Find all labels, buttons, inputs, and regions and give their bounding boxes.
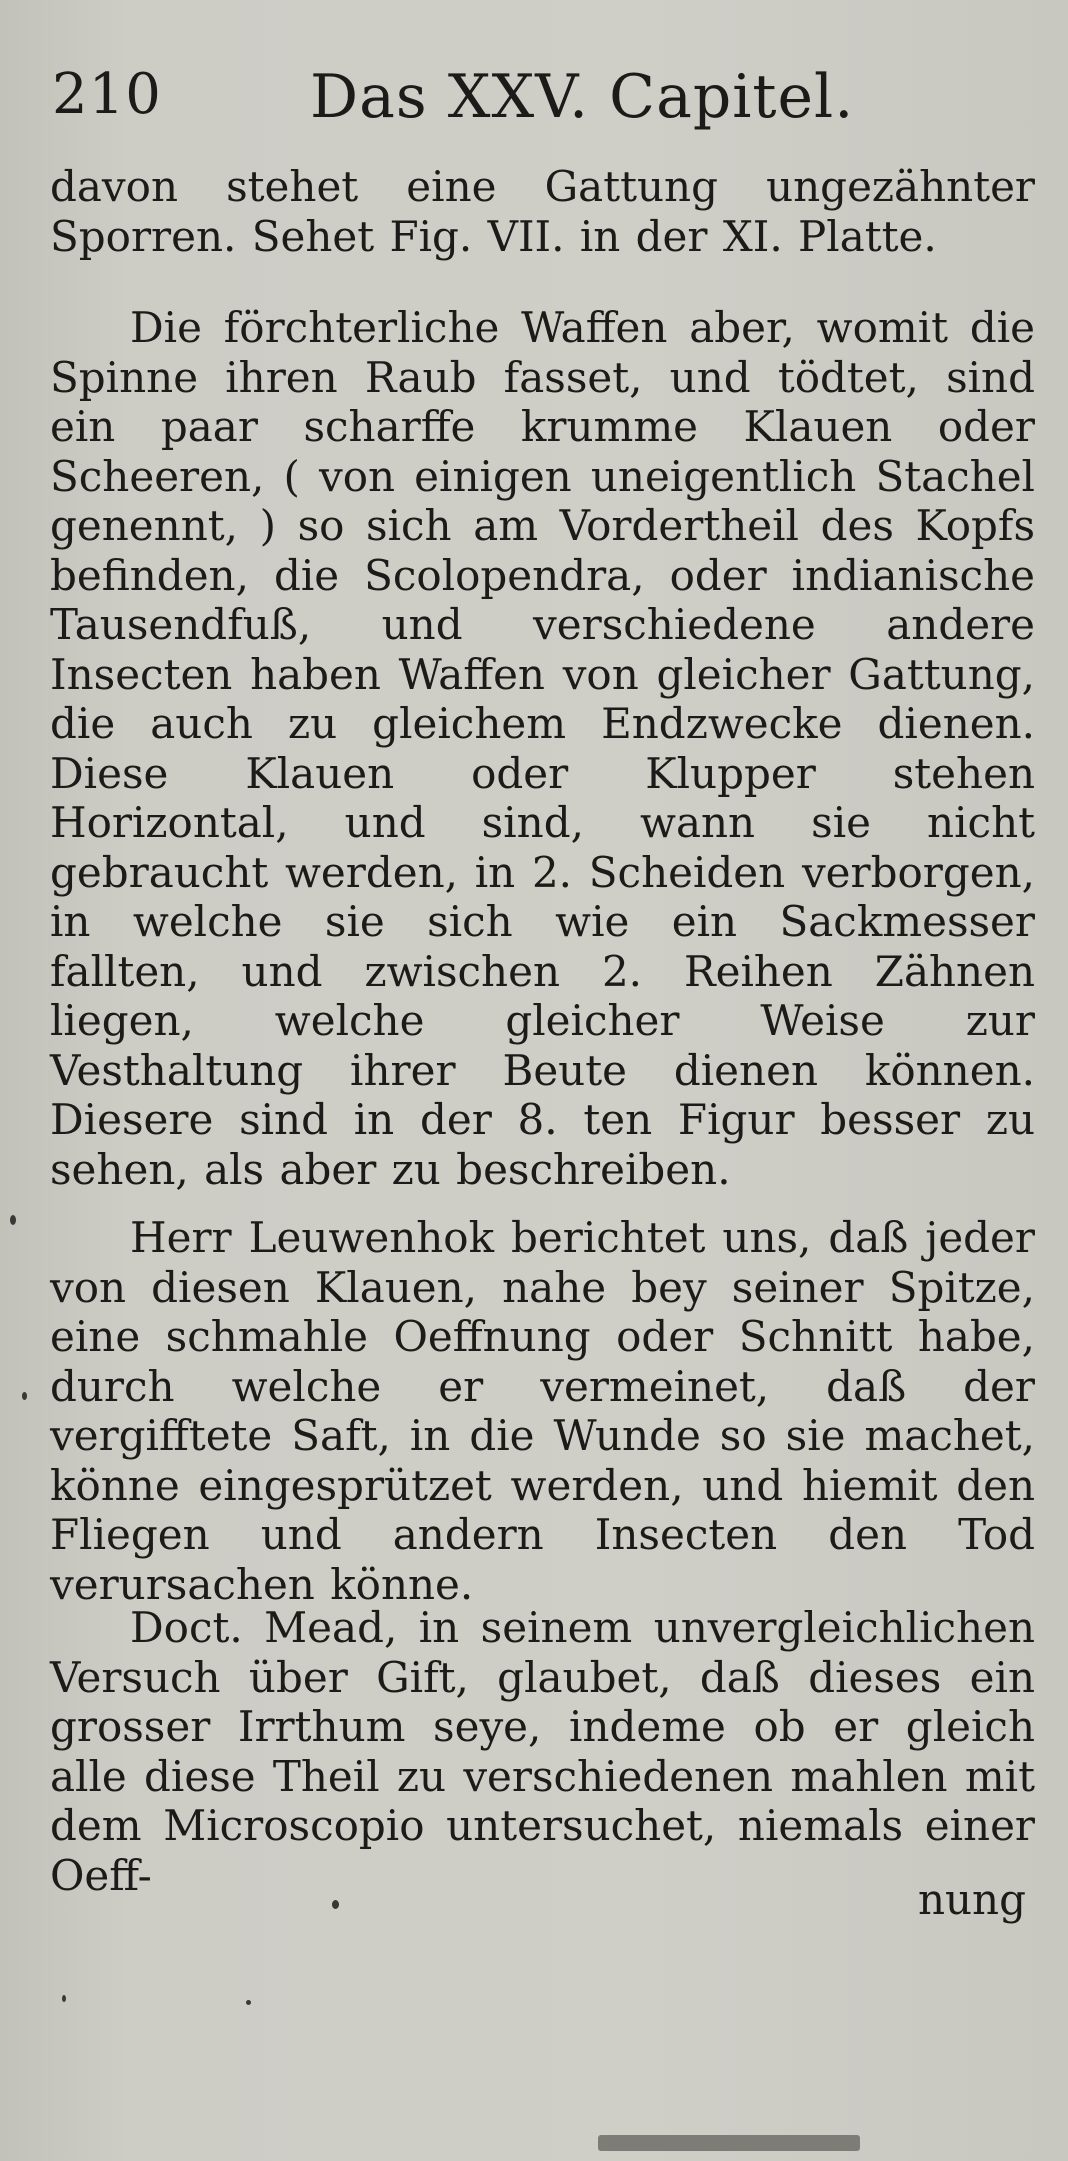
- page-header: [52, 62, 1012, 142]
- paragraph-weapons: Die förchterliche Waffen aber, womit die Spinne ihren Raub fasset, und tödtet, sind ein paar scharffe krumme Klauen oder Scheeren, ( von einigen uneigentlich Stachel genennt, ) so sich am Vordertheil des Kopfs befinden, die Scolopendra, oder indianische Tausendfuß, und verschiedene andere Insecten haben Waffen von gleicher Gattung, die auch zu gleichem Endzwecke dienen. Diese Klauen oder Klupper stehen Horizontal, und sind, wann sie nicht gebraucht werden, in 2. Scheiden verborgen, in welche sie sich wie ein Sackmesser fallten, und zwischen 2. Reihen Zähnen liegen, welche gleicher Weise zur Vesthaltung ihrer Beute dienen können. Diesere sind in der 8. ten Figur besser zu sehen, als aber zu beschreiben.: [50, 303, 1035, 1194]
- catchword: nung: [917, 1875, 1026, 1924]
- ink-speck: [332, 1900, 339, 1909]
- ink-speck: [22, 1392, 27, 1400]
- paragraph-continuation: davon stehet eine Gattung ungezähnter Sporren. Sehet Fig. VII. in der XI. Platte.: [50, 162, 1035, 261]
- paragraph-leuwenhok: Herr Leuwenhok berichtet uns, daß jeder von diesen Klauen, nahe bey seiner Spitze, eine schmahle Oeffnung oder Schnitt habe, durch welche er vermeinet, daß der vergifftete Saft, in die Wunde so sie machet, könne eingesprützet werden, und hiemit den Fliegen und andern Insecten den Tod verursachen könne.: [50, 1213, 1035, 1609]
- ink-speck: [10, 1215, 16, 1225]
- running-title: Das XXV. Capitel.: [310, 62, 855, 132]
- ink-speck: [62, 1995, 66, 2002]
- page-edge-mark: [598, 2135, 860, 2151]
- page-number: 210: [52, 62, 162, 127]
- paragraph-mead: Doct. Mead, in seinem unvergleichlichen Versuch über Gift, glaubet, daß dieses ein grosser Irrthum seye, indeme ob er gleich alle diese Theil zu verschiedenen mahlen mit dem Microscopio untersuchet, niemals einer Oeff-: [50, 1603, 1035, 1900]
- ink-speck: [246, 2000, 251, 2005]
